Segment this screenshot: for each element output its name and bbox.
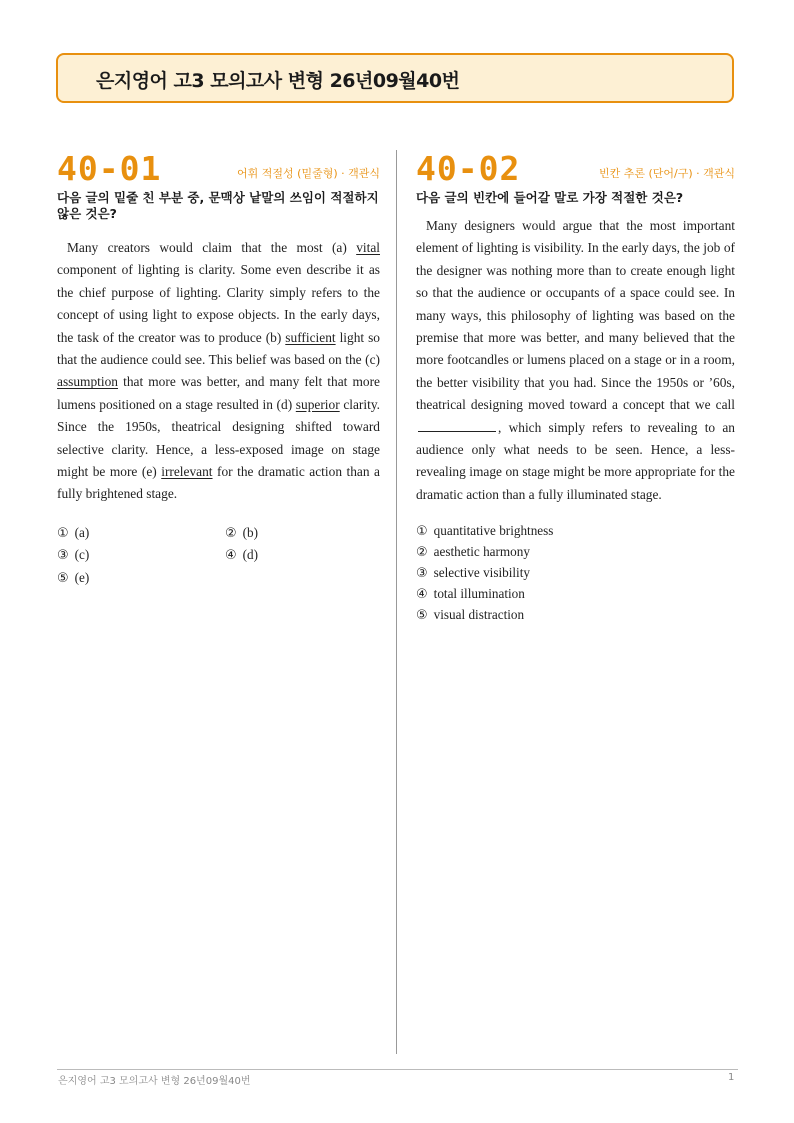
choice-number: ④	[225, 548, 237, 564]
answer-choice[interactable]	[416, 563, 735, 584]
choice-text: quantitative brightness	[433, 523, 554, 539]
question-40-01	[57, 150, 380, 589]
passage-text: that more was better, and many felt that more lumens positioned on a stage resulted in (d)	[57, 374, 380, 412]
choice-number: ①	[416, 524, 428, 540]
passage	[416, 215, 735, 506]
passage-text: for the dramatic action than a fully brightened stage.	[57, 464, 380, 502]
underlined-word: vital	[356, 240, 380, 255]
choice-text: total illumination	[433, 586, 525, 602]
choice-text: (b)	[242, 524, 259, 540]
page-number: 1	[728, 1072, 735, 1083]
passage	[57, 237, 380, 506]
question-number: 40-01	[57, 149, 162, 188]
choice-number: ⑤	[416, 608, 428, 624]
choice-text: selective visibility	[433, 565, 530, 581]
footer-divider	[57, 1069, 738, 1070]
question-number: 40-02	[416, 149, 521, 188]
answer-choice[interactable]	[416, 605, 735, 626]
page-title: 은지영어 고3 모의고사 변형 26년09월40번	[96, 70, 460, 92]
question-type: 어휘 적절성 (밑줄형) · 객관식	[237, 167, 380, 180]
choice-text: (a)	[74, 524, 90, 540]
column-divider	[396, 150, 397, 1054]
passage-text: component of lighting is clarity. Some even describe it as the chief purpose of lighting. Clarity simply refers to the concept of using light to expose objects. In the early days, the task of the creator was to produce (b)	[57, 262, 380, 345]
answer-blank	[418, 421, 496, 432]
choice-number: ④	[416, 587, 428, 603]
question-header	[57, 150, 380, 188]
choice-number: ⑤	[57, 570, 69, 586]
answer-choice[interactable]	[57, 568, 225, 590]
question-type: 빈칸 추론 (단어/구) · 객관식	[598, 167, 735, 180]
answer-choices	[416, 521, 735, 626]
passage-text: clarity. Since the 1950s, theatrical designing shifted toward selective clarity. Hence, a less-exposed image on stage might be more (e)	[57, 396, 380, 480]
passage-text: Many creators would claim that the most (a)	[67, 240, 357, 255]
underlined-word: superior	[295, 396, 340, 412]
footer-title: 은지영어 고3 모의고사 변형 26년09월40번	[58, 1076, 251, 1087]
underlined-word: irrelevant	[161, 464, 213, 480]
answer-choice[interactable]	[416, 542, 735, 563]
question-40-02	[416, 150, 735, 626]
choice-number: ②	[416, 545, 428, 561]
choice-number: ②	[225, 525, 237, 541]
question-prompt: 다음 글의 밑줄 친 부분 중, 문맥상 낱말의 쓰임이 적절하지 않은 것은?	[57, 190, 379, 221]
answer-choices	[57, 523, 380, 590]
choice-number: ③	[416, 566, 428, 582]
choice-number: ①	[57, 525, 69, 541]
answer-choice[interactable]	[416, 521, 735, 542]
answer-choice[interactable]	[57, 545, 225, 567]
answer-choice[interactable]	[225, 523, 375, 545]
answer-choice[interactable]	[416, 584, 735, 605]
underlined-word: sufficient	[285, 329, 336, 345]
choice-text: (c)	[74, 547, 90, 563]
header-box	[56, 53, 734, 103]
answer-choice[interactable]	[225, 545, 375, 567]
question-prompt: 다음 글의 빈칸에 들어갈 말로 가장 적절한 것은?	[416, 190, 684, 205]
choice-text: visual distraction	[433, 607, 525, 623]
underlined-word: assumption	[57, 374, 119, 390]
choice-text: (e)	[74, 569, 90, 585]
passage-text: , which simply refers to revealing to an audience only what needs to be seen. Hence, a less-revealing image on stage might be more appropriate for the dramatic action than a fully illuminated stage.	[416, 419, 735, 502]
choice-number: ③	[57, 548, 69, 564]
choice-text: aesthetic harmony	[433, 544, 530, 560]
choice-text: (d)	[242, 547, 259, 563]
passage-text: Many designers would argue that the most important element of lighting is visibility. In the early days, the job of the designer was nothing more than to create enough light so that the audience or occupants of a space could see. In many ways, this philosophy of lighting was based on the premise that more was better, and many believed that the more footcandles or lumens placed on a stage or in a room, the better visibility that you had. Since the 1950s or ’60s, theatrical designing moved toward a concept that we call	[416, 218, 735, 413]
passage-text: light so that the audience could see. This belief was based on the (c)	[57, 329, 380, 368]
question-header	[416, 150, 735, 188]
answer-choice[interactable]	[57, 523, 225, 545]
